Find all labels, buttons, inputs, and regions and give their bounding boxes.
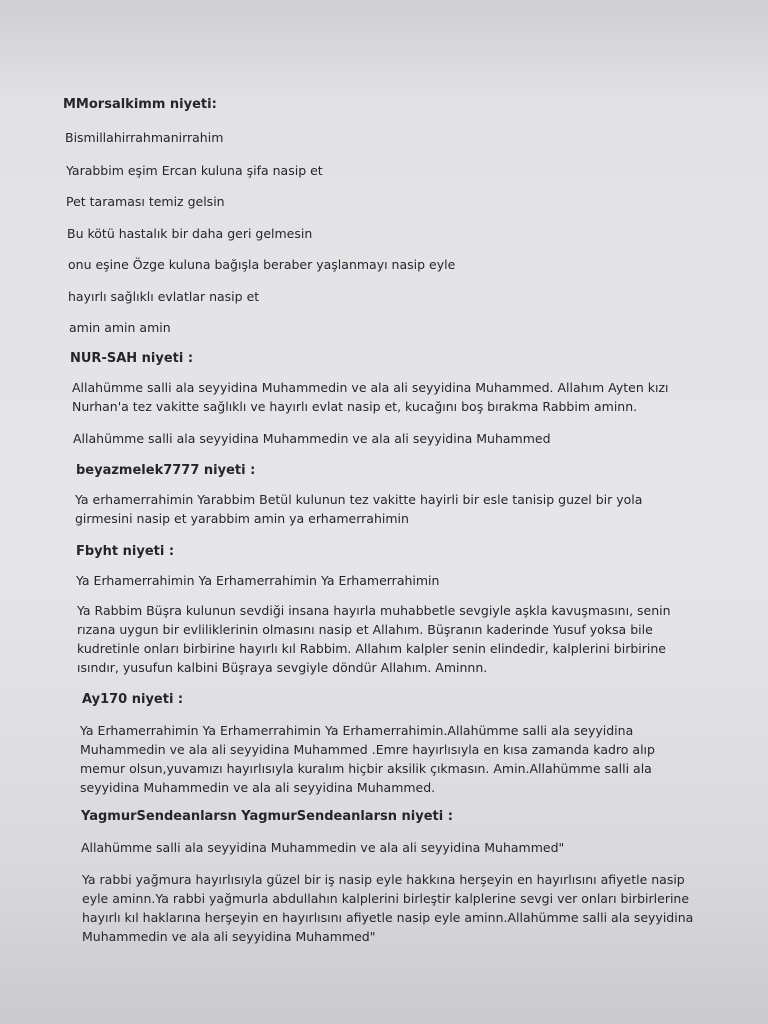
section-heading: Ay170 niyeti : xyxy=(82,692,184,707)
text-line: Yarabbim eşim Ercan kuluna şifa nasip et xyxy=(66,163,323,178)
paragraph: Ya Erhamerrahimin Ya Erhamerrahimin Ya Erhamerrahimin xyxy=(76,573,440,588)
text-line: Bu kötü hastalık bir daha geri gelmesin xyxy=(67,226,313,241)
paragraph: Allahümme salli ala seyyidina Muhammedin ve ala ali seyyidina Muhammed xyxy=(73,431,551,446)
paragraph: Ya rabbi yağmura hayırlısıyla güzel bir iş nasip eyle hakkına herşeyin en hayırlısını afiyetle nasip eyle aminn.Ya rabbi yağmurla abdullahın kalplerini birleştir kalplerine sevgi ver onları birbirlerine hayırlı kıl haklarına herşeyin en hayırlısını afiyetle nasip eyle aminn.Allahümme salli ala seyyidina Muhammedin ve ala ali seyyidina Muhammed" xyxy=(82,872,694,944)
section-heading: YagmurSendeanlarsn YagmurSendeanlarsn niyeti : xyxy=(81,809,453,824)
text-line: Pet taraması temiz gelsin xyxy=(66,194,225,209)
paragraph: Ya erhamerrahimin Yarabbim Betül kulunun tez vakitte hayirli bir esle tanisip guzel bir yola girmesini nasip et yarabbim amin ya erhamerrahimin xyxy=(75,492,643,526)
text-line: hayırlı sağlıklı evlatlar nasip et xyxy=(68,289,260,304)
paragraph: Ya Erhamerrahimin Ya Erhamerrahimin Ya Erhamerrahimin.Allahümme salli ala seyyidina Muhammedin ve ala ali seyyidina Muhammed .Emre hayırlısıyla en kısa zamanda kadro alıp memur olsun,yuvamızı hayırlısıyla kuralım hiçbir aksilik çıkmasın. Amin.Allahümme salli ala seyyidina Muhammedin ve ala ali seyyidina Muhammed. xyxy=(80,723,655,795)
paragraph: Allahümme salli ala seyyidina Muhammedin ve ala ali seyyidina Muhammed" xyxy=(81,840,565,855)
text-line: amin amin amin xyxy=(69,320,171,335)
text-line: Bismillahirrahmanirrahim xyxy=(65,130,224,145)
paragraph: Allahümme salli ala seyyidina Muhammedin ve ala ali seyyidina Muhammed. Allahım Ayten kızı Nurhan'a tez vakitte sağlıklı ve hayırlı evlat nasip et, kucağını boş bırakma Rabbim aminn. xyxy=(72,380,669,414)
section-heading: MMorsalkimm niyeti: xyxy=(63,97,217,112)
text-line: onu eşine Özge kuluna bağışla beraber yaşlanmayı nasip eyle xyxy=(68,257,456,272)
section-heading: NUR-SAH niyeti : xyxy=(70,351,194,366)
paragraph: Ya Rabbim Büşra kulunun sevdiği insana hayırla muhabbetle sevgiyle aşkla kavuşmasını, senin rızana uygun bir evliliklerinin olmasını nasip et Allahım. Büşranın kaderinde Yusuf yoksa bile kudretinle onları birbirine hayırlı kıl Rabbim. Allahım kalpler senin elindedir, kalplerini birbirine ısındır, yusufun kalbini Büşraya sevgiyle döndür Allahım. Aminnn. xyxy=(77,603,671,675)
section-heading: beyazmelek7777 niyeti : xyxy=(76,463,256,478)
section-heading: Fbyht niyeti : xyxy=(76,544,175,559)
